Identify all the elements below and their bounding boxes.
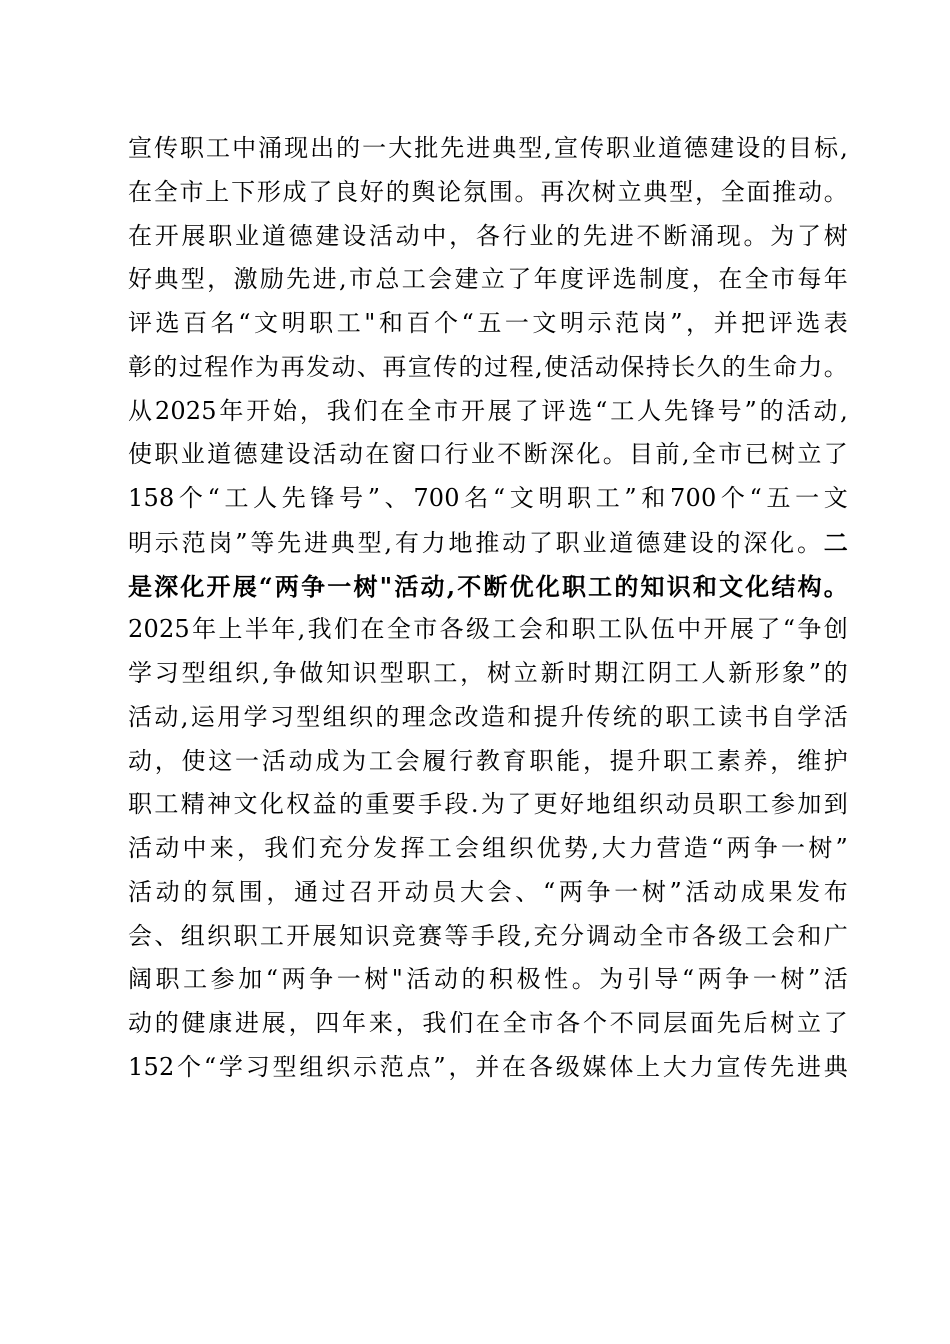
line-text: 158个“工人先锋号”、700名“文明职工”和700个“五一文 <box>128 484 848 512</box>
text-line <box>128 127 848 171</box>
line-text: 使职业道德建设活动在窗口行业不断深化。目前,全市已树立了 <box>128 440 848 469</box>
line-text: 好典型，激励先进,市总工会建立了年度评选制度，在全市每年 <box>128 265 848 294</box>
line-text: 明示范岗”等先进典型,有力地推动了职业道德建设的深化。 <box>128 528 824 557</box>
text-line <box>128 958 848 1002</box>
text-line <box>128 565 848 609</box>
text-line <box>128 652 848 696</box>
bold-heading-text: 二 <box>823 527 848 557</box>
text-line <box>128 871 848 915</box>
line-text: 活动,运用学习型组织的理念改造和提升传统的职工读书自学活 <box>128 702 848 731</box>
line-text: 2025年上半年,我们在全市各级工会和职工队伍中开展了“争创 <box>128 615 848 644</box>
text-line <box>128 1046 848 1090</box>
line-text: 152个“学习型组织示范点”，并在各级媒体上大力宣传先进典 <box>128 1052 848 1081</box>
line-text: 活动的氛围，通过召开动员大会、“两争一树”活动成果发布 <box>128 877 848 906</box>
text-line <box>128 915 848 959</box>
line-text: 在开展职业道德建设活动中，各行业的先进不断涌现。为了树 <box>128 221 848 250</box>
line-text: 学习型组织,争做知识型职工，树立新时期江阴工人新形象”的 <box>128 659 848 687</box>
bold-heading-text: 是深化开展“两争一树"活动,不断优化职工的知识和文化结构。 <box>128 571 848 601</box>
text-line <box>128 171 848 215</box>
text-line <box>128 390 848 434</box>
text-line <box>128 258 848 302</box>
text-line <box>128 827 848 871</box>
text-line <box>128 608 848 652</box>
line-text: 职工精神文化权益的重要手段.为了更好地组织动员职工参加到 <box>128 790 848 819</box>
line-text: 在全市上下形成了良好的舆论氛围。再次树立典型，全面推动。 <box>128 177 848 206</box>
text-line <box>128 215 848 259</box>
line-text: 评选百名“文明职工"和百个“五一文明示范岗”，并把评选表 <box>128 309 848 337</box>
text-line <box>128 783 848 827</box>
line-text: 阔职工参加“两争一树"活动的积极性。为引导“两争一树”活 <box>128 965 848 994</box>
line-text: 活动中来，我们充分发挥工会组织优势,大力营造“两争一树” <box>128 834 848 862</box>
line-text: 会、组织职工开展知识竞赛等手段,充分调动全市各级工会和广 <box>128 921 848 950</box>
text-line <box>128 433 848 477</box>
line-text: 从2025年开始，我们在全市开展了评选“工人先锋号”的活动, <box>128 396 848 425</box>
body-text <box>128 127 848 1090</box>
text-line <box>128 346 848 390</box>
line-text: 彰的过程作为再发动、再宣传的过程,使活动保持长久的生命力。 <box>128 352 848 381</box>
text-line <box>128 740 848 784</box>
text-line <box>128 696 848 740</box>
text-line <box>128 477 848 521</box>
text-line <box>128 302 848 346</box>
line-text: 动，使这一活动成为工会履行教育职能，提升职工素养，维护 <box>128 746 848 775</box>
text-line <box>128 1002 848 1046</box>
line-text: 动的健康进展，四年来，我们在全市各个不同层面先后树立了 <box>128 1009 848 1037</box>
text-line <box>128 521 848 565</box>
line-text: 宣传职工中涌现出的一大批先进典型,宣传职业道德建设的目标, <box>128 134 848 162</box>
